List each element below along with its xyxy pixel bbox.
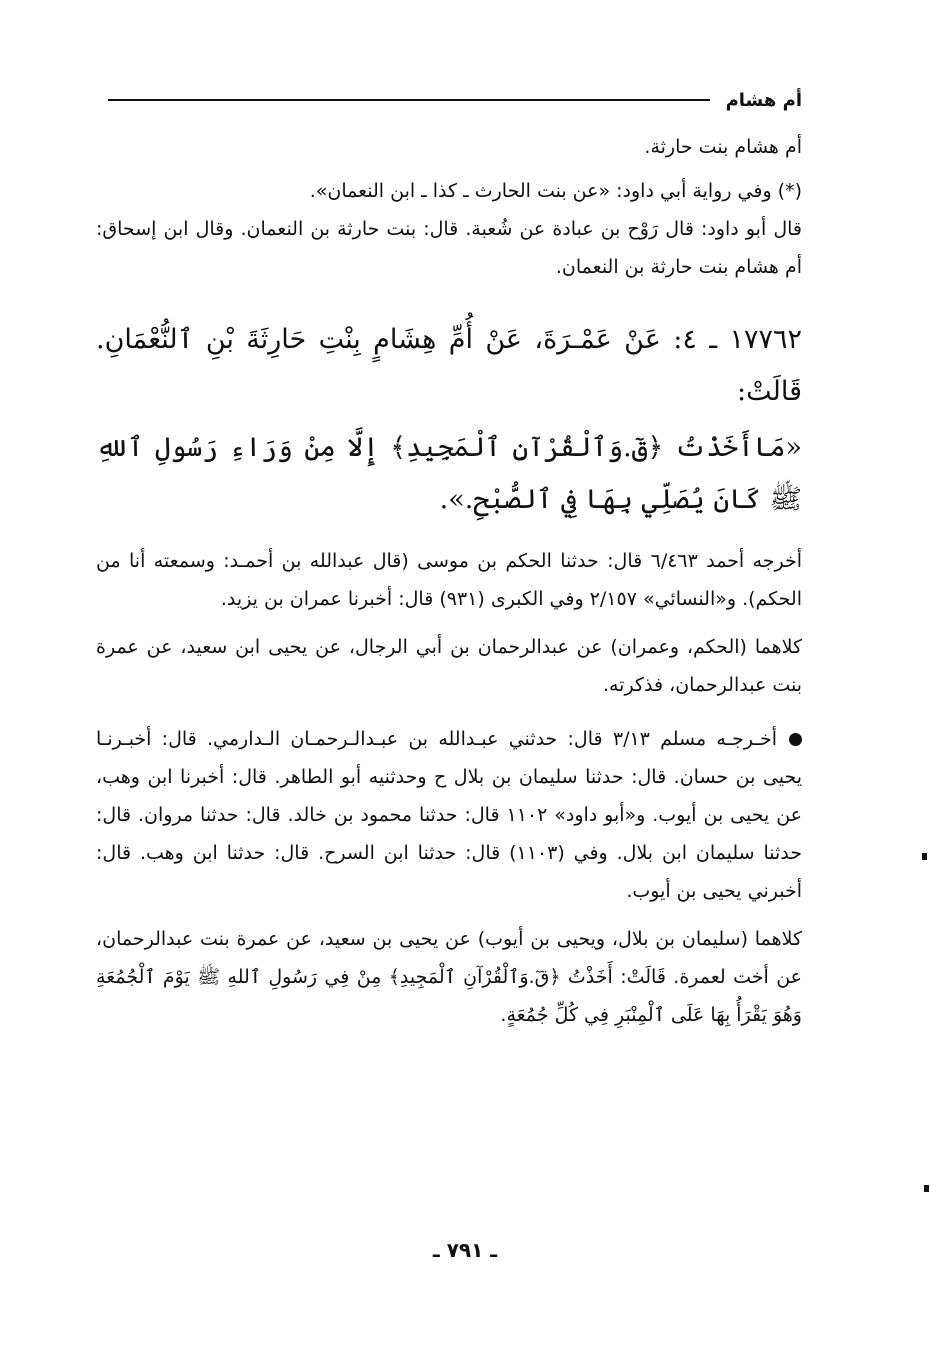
page-body	[96, 128, 802, 1034]
hadith-heading: ١٧٧٦٢ ـ ٤: عَنْ عَمْـرَةَ، عَنْ أُمِّ هِشَامٍ بِنْتِ حَارِثَةَ بْنِ ٱلنُّعْمَانِ. قَالَتْ:	[96, 324, 802, 407]
paragraph-abu-dawud-comment: قال أبو داود: قال رَوْح بن عبادة عن شُعبة. قال: بنت حارثة بن النعمان. وقال ابن إسحاق: أم هشام بنت حارثة بن النعمان.	[96, 218, 802, 278]
paragraph-both-chain: كلاهما (الحكم، وعمران) عن عبدالرحمان بن أبي الرجال، عن يحيى ابن سعيد، عن عمرة بنت عبدالرحمان، فذكرته.	[96, 636, 802, 696]
margin-speck	[924, 1185, 929, 1192]
paragraph-abu-dawud-note: (*) وفي رواية أبي داود: «عن بنت الحارث ـ كذا ـ ابن النعمان».	[309, 180, 802, 202]
paragraph-ahmad-takhrij: أخرجه أحمد ٦/٤٦٣ قال: حدثنا الحكم بن موسى (قال عبدالله بن أحمـد: وسمعته أنا من الحكم). و«النسائي» ٢/١٥٧ وفي الكبرى (٩٣١) قال: أخبرنا عمران بن يزيد.	[96, 550, 803, 610]
bullet-icon	[789, 733, 802, 746]
paragraph-muslim-takhrij	[96, 720, 802, 910]
running-header	[108, 82, 802, 118]
paragraph-muslim-text: أخـرجـه مسلم ٣/١٣ قال: حدثني عبـدالله بن عبـدالـرحمـان الـدارمي. قال: أخبـرنـا يحيى بن حسان. قال: حدثنا سليمان بن بلال ح وحدثنيه أبو الطاهر. قال: أخبرنا ابن وهب، عن يحيى بن أيوب. و«أبو داود» ١١٠٢ قال: حدثنا محمود بن خالد. قال: حدثنا مروان. قال: حدثنا سليمان ابن بلال. وفي (١١٠٣) قال: حدثنا ابن السرح. قال: حدثنا ابن وهب. قال: أخبرني يحيى بن أيوب.	[96, 728, 803, 902]
header-rule	[108, 99, 710, 101]
margin-speck	[922, 853, 927, 860]
page-number: ـ ٧٩١ ـ	[432, 1238, 498, 1262]
header-title: أم هشام	[725, 89, 802, 111]
paragraph-name-line: أم هشام بنت حارثة.	[644, 136, 802, 158]
hadith-text: «مَاأَخَذْتُ ﴿قٓ.وَٱلْقُرْآنِ ٱلْمَجِيدِ﴾ إِلَّا مِنْ وَرَاءِ رَسُولِ ٱللهِ ﷺ كَانَ يُصَلِّي بِهَا فِي ٱلصُّبْحِ.».	[96, 432, 802, 515]
paragraph-both-chain-second: كلاهما (سليمان بن بلال، ويحيى بن أيوب) عن يحيى بن سعيد، عن عمرة بنت عبدالرحمان، عن أخت لعمرة. قَالَتْ: أَخَذْتُ ﴿قٓ.وَٱلْقُرْآنِ ٱلْمَجِيدِ﴾ مِنْ فِي رَسُولِ ٱللهِ ﷺ يَوْمَ ٱلْجُمُعَةِ وَهُوَ يَقْرَأُ بِهَا عَلَى ٱلْمِنْبَرِ فِي كُلِّ جُمُعَةٍ.	[96, 928, 802, 1026]
